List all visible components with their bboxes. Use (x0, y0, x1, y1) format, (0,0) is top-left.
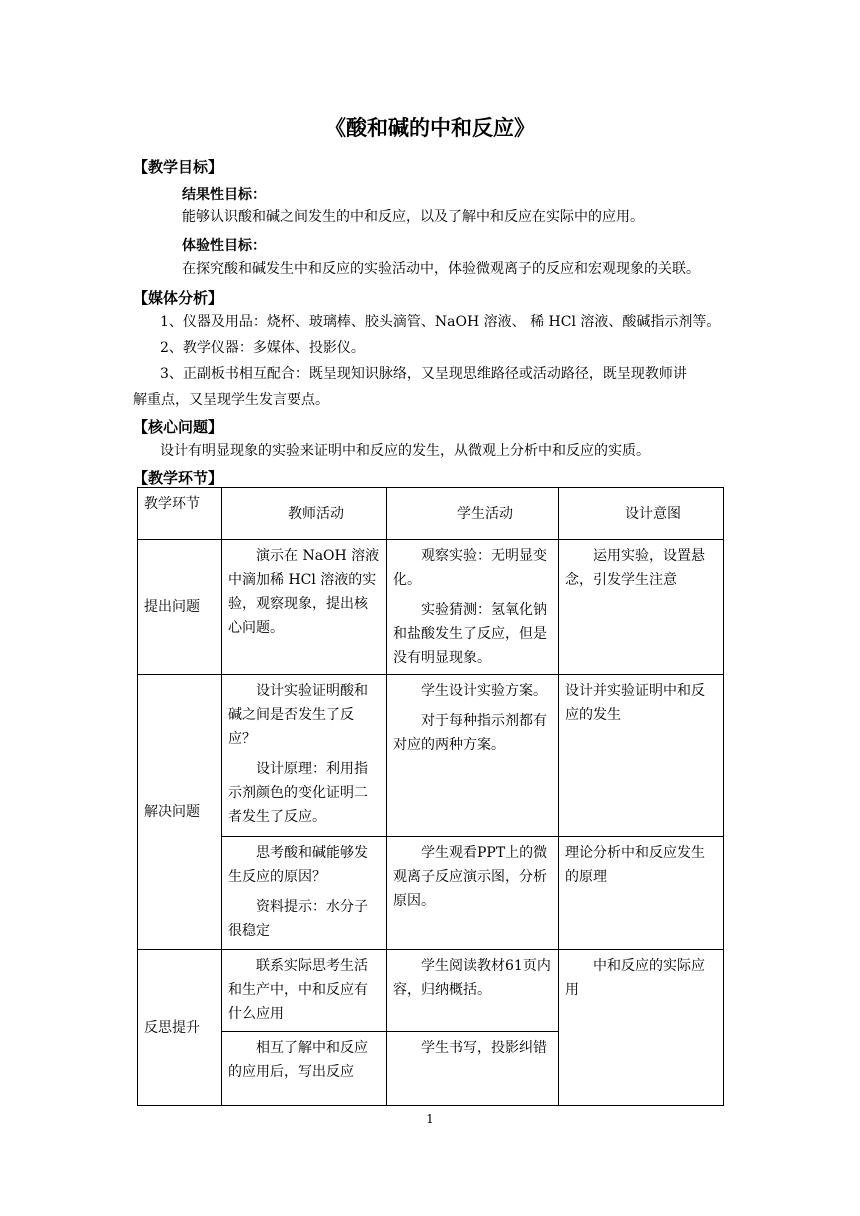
media-heading: 【媒体分析】 (133, 289, 224, 307)
result-objective-label: 结果性目标： (182, 187, 266, 203)
media-item-2: 2、教学仪器：多媒体、投影仪。 (160, 340, 365, 356)
teaching-steps-heading: 【教学环节】 (133, 469, 224, 487)
stage-cell: 解决问题 (138, 675, 222, 950)
stage-cell: 反思提升 (138, 950, 222, 1106)
student-activity-cell (387, 837, 559, 950)
media-item-1: 1、仪器及用品：烧杯、玻璃棒、胶头滴管、NaOH 溶液、 稀 HCl 溶液、酸碱指示剂等。 (160, 314, 721, 330)
table-row (138, 540, 724, 675)
student-activity-text: 学生设计实验方案。 (421, 683, 547, 699)
experience-objective-text: 在探究酸和碱发生中和反应的实验活动中，体验微观离子的反应和宏观现象的关联。 (182, 261, 700, 277)
teacher-activity-text: 设计原理：利用指示剂颜色的变化证明二者发生了反应。 (228, 761, 368, 825)
stage-cell: 提出问题 (138, 540, 222, 675)
teacher-activity-text: 相互了解中和反应的应用后，写出反应 (228, 1040, 368, 1080)
design-intent-cell (559, 950, 724, 1106)
media-item-3-line2: 解重点，又呈现学生发言要点。 (133, 392, 329, 408)
table-header-row (138, 488, 724, 540)
student-activity-text: 学生阅读教材61页内容，归纳概括。 (393, 958, 551, 998)
design-intent-text: 运用实验，设置悬念，引发学生注意 (565, 548, 705, 588)
teacher-activity-cell (222, 837, 387, 950)
page-title: 《酸和碱的中和反应》 (325, 115, 535, 140)
student-activity-text: 学生书写，投影纠错 (421, 1040, 547, 1056)
table-row (138, 837, 724, 950)
media-item-3-line1: 3、正副板书相互配合：既呈现知识脉络，又呈现思维路径或活动路径，既呈现教师讲 (160, 366, 687, 382)
teacher-activity-cell (222, 675, 387, 837)
design-intent-cell (559, 837, 724, 950)
design-intent-cell (559, 675, 724, 837)
student-activity-text: 学生观看PPT上的微观离子反应演示图，分析原因。 (393, 845, 548, 909)
page-number: 1 (426, 1112, 434, 1126)
design-intent-text: 设计并实验证明中和反应的发生 (565, 683, 705, 723)
design-intent-text: 中和反应的实际应用 (565, 958, 705, 998)
result-objective-text: 能够认识酸和碱之间发生的中和反应，以及了解中和反应在实际中的应用。 (182, 209, 644, 225)
student-activity-text: 对于每种指示剂都有对应的两种方案。 (393, 713, 547, 753)
experience-objective-label: 体验性目标： (182, 238, 266, 254)
objectives-heading: 【教学目标】 (133, 158, 224, 176)
student-activity-cell (387, 1032, 559, 1106)
table-row (138, 675, 724, 837)
teacher-activity-text: 思考酸和碱能够发生反应的原因？ (228, 845, 368, 885)
teacher-activity-cell (222, 950, 387, 1032)
teacher-activity-text: 联系实际思考生活和生产中，中和反应有什么应用 (228, 958, 368, 1022)
student-activity-cell (387, 950, 559, 1032)
teaching-steps-table (137, 487, 724, 1106)
design-intent-text: 理论分析中和反应发生的原理 (565, 845, 705, 885)
header-stage: 教学环节 (138, 488, 222, 540)
teacher-activity-cell (222, 1032, 387, 1106)
student-activity-cell (387, 540, 559, 675)
design-intent-cell (559, 540, 724, 675)
core-question-heading: 【核心问题】 (133, 418, 224, 436)
student-activity-cell (387, 675, 559, 837)
header-teacher: 教师活动 (222, 488, 387, 540)
teacher-activity-text: 演示在 NaOH 溶液中滴加稀 HCl 溶液的实验，观察现象，提出核心问题。 (228, 548, 380, 636)
student-activity-text: 实验猜测：氢氧化钠和盐酸发生了反应，但是没有明显现象。 (393, 602, 547, 666)
header-intent: 设计意图 (559, 488, 724, 540)
teacher-activity-text: 设计实验证明酸和碱之间是否发生了反应？ (228, 683, 368, 747)
student-activity-text: 观察实验：无明显变化。 (393, 548, 547, 588)
table-row (138, 950, 724, 1032)
header-student: 学生活动 (387, 488, 559, 540)
teacher-activity-text: 资料提示：水分子很稳定 (228, 899, 368, 939)
core-question-text: 设计有明显现象的实验来证明中和反应的发生，从微观上分析中和反应的实质。 (160, 443, 650, 459)
teacher-activity-cell (222, 540, 387, 675)
